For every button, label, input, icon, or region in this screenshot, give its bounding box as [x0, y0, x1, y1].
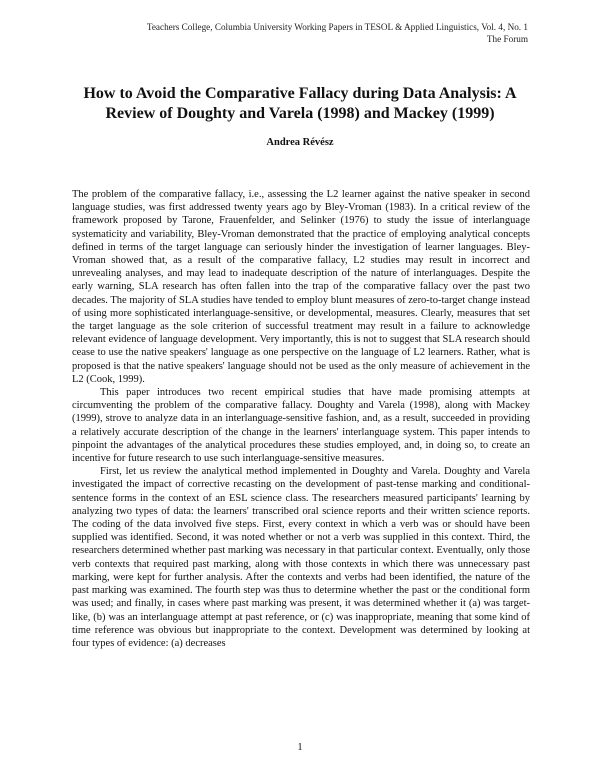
paragraph: First, let us review the analytical method implemented in Doughty and Varela. Doughty and Varela investigated the impact of corrective recasting on the development of past-tense marking and conditional-sentence forms in the context of an ESL science class. The researchers measured participants' learning by analyzing two types of data: the learners' transcribed oral science reports and their written science reports. The coding of the data involved five steps. First, every context in which a verb was or should have been supplied was identified. Second, it was noted whether or not a verb was supplied in this context. Third, the researchers determined whether past marking was necessary in that particular context. Eventually, only those verb contexts that required past marking, along with those contexts in which there was unnecessary past marking, were kept for further analysis. After the contexts and verbs had been identified, the nature of the past marking was examined. The fourth step was thus to determine whether the past or the conditional form was used; and finally, in cases where past marking was present, it was determined whether it (a) was target-like, (b) was an interlanguage attempt at past reference, or (c) was inappropriate, meaning that some kind of time reference was obvious but inappropriate to the context. Development was determined by looking at four types of evidence: (a) decreases	[72, 466, 530, 649]
section-name: The Forum	[486, 33, 528, 44]
page-number: 1	[297, 742, 303, 753]
title-line-2: Review of Doughty and Varela (1998) and Mackey (1999)	[105, 105, 495, 122]
title-line-1: How to Avoid the Comparative Fallacy during Data Analysis: A	[83, 85, 517, 102]
author-name: Andrea Révész	[266, 137, 334, 148]
paragraph: This paper introduces two recent empirical studies that have made promising attempts at circumventing the problem of the comparative fallacy. Doughty and Varela (1998), along with Mackey (1999), strove to analyze data in an interlanguage-sensitive fashion, and, as a result, succeeded in providing a relatively accurate description of the change in the learners' interlanguage system. This paper intends to pinpoint the advantages of the analytical procedures these studies employed, and, in doing so, to create an incentive for future research to use such interlanguage-sensitive measures.	[72, 387, 530, 465]
body-text	[72, 188, 530, 650]
paper-title	[60, 84, 540, 124]
running-head	[147, 22, 528, 45]
journal-citation: Teachers College, Columbia University Working Papers in TESOL & Applied Linguistics, Vol. 4, No. 1	[146, 22, 528, 32]
paragraph: The problem of the comparative fallacy, i.e., assessing the L2 learner against the native speaker in second language studies, was first addressed twenty years ago by Bley-Vroman (1983). In a critical review of the framework proposed by Tarone, Frauenfelder, and Selinker (1976) to study the issue of interlanguage systematicity and variability, Bley-Vroman demonstrated that the practice of employing analytical concepts defined in terms of the target language can seriously hinder the investigation of learner languages. Bley-Vroman showed that, as a result of the comparative fallacy, L2 studies may result in incorrect and unrevealing analyses, and may lead to inadequate description of the nature of interlanguages. Despite the early warning, SLA research has often fallen into the trap of the comparative fallacy over the past two decades. The majority of SLA studies have tended to employ blunt measures of zero-to-target change instead of using more sophisticated interlanguage-sensitive, or developmental, measures. Clearly, measures that set the target language as the sole criterion of successful treatment may result in a failure to acknowledge relevant evidence of language development. Very importantly, this is not to suggest that SLA research should cease to use the native speakers' language as one perspective on the language of L2 learners. Rather, what is proposed is that the native speakers' language should not be used as the only measure of achievement in the L2 (Cook, 1999).	[72, 189, 530, 385]
